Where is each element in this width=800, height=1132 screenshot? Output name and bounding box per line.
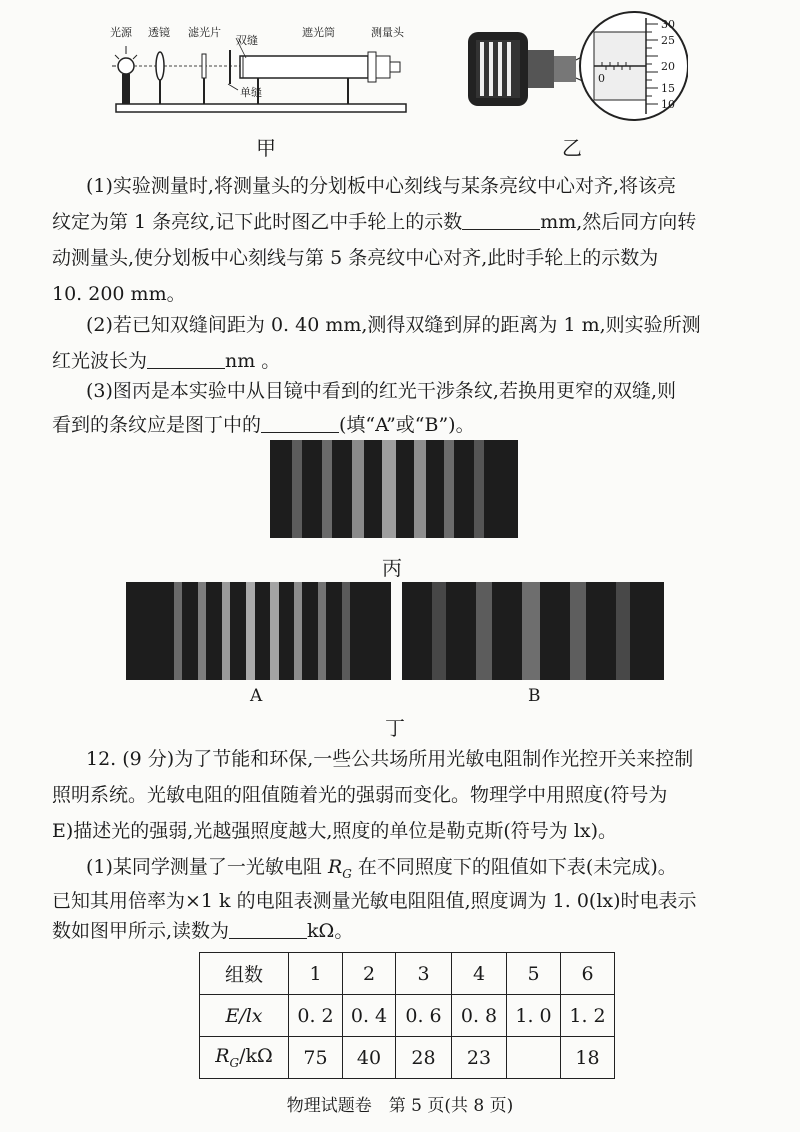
q1-line4: 10. 200 mm。 [52,283,186,305]
label-filter: 滤光片 [188,26,221,39]
table-header: 3 [396,953,452,995]
apparatus-figure [108,18,418,118]
fringe-bright [322,440,332,538]
micrometer-zero-label: 0 [598,72,605,85]
fringe-photo-bing [270,440,518,538]
fringe-bright [270,582,279,680]
label-lens: 透镜 [148,26,170,39]
q3-answer-blank[interactable] [261,414,339,433]
fringe-bright [382,440,396,538]
table-cell[interactable] [507,1037,561,1079]
r-symbol: R [327,856,343,878]
q2-line1: (2)若已知双缝间距为 0. 40 mm,测得双缝到屏的距离为 1 m,则实验所测 [86,314,701,336]
fringe-bright [474,440,484,538]
fringe-bright [414,440,426,538]
caption-bing: 丙 [382,556,402,580]
q3-line2-text-a: 看到的条纹应是图丁中的 [52,414,262,436]
r-subscript: G [342,866,352,881]
table-cell: 23 [452,1037,507,1079]
q3-line2-text-b: (填“A”或“B”)。 [339,414,475,436]
table-cell: 0. 8 [452,995,507,1037]
label-single-slit: 单缝 [240,86,262,99]
fringe-bright [570,582,586,680]
fringe-bright [198,582,206,680]
fringe-photo-a [126,582,391,680]
fringe-bright [294,582,302,680]
fringe-bright [246,582,255,680]
table-header: 组数 [200,953,289,995]
micrometer-number-15: 15 [661,82,675,95]
q3-line1: (3)图丙是本实验中从目镜中看到的红光干涉条纹,若换用更窄的双缝,则 [86,380,676,402]
q2-line2-text-b: nm 。 [225,350,281,372]
table-cell: 28 [396,1037,452,1079]
fringe-bright [522,582,540,680]
resistance-table [199,952,615,1079]
q1-line2 [52,207,696,234]
q1-line2-text-a: 纹定为第 1 条亮纹,记下此时图乙中手轮上的示数 [52,211,463,233]
label-b: B [528,686,541,706]
q12-1-line1 [86,852,677,881]
q3-line2 [52,410,475,437]
table-cell-label: E/lx [200,995,289,1037]
micrometer-number-20: 20 [661,60,675,73]
micrometer-diagram [462,10,688,122]
micrometer-number-30: 30 [661,18,675,31]
table-cell: 1. 2 [561,995,615,1037]
table-row-illuminance [200,995,615,1037]
q1-line2-text-b: mm,然后同方向转 [540,211,697,233]
q2-answer-blank[interactable] [147,350,225,369]
table-header: 1 [289,953,343,995]
fringe-bright [292,440,302,538]
q2-line2-text-a: 红光波长为 [52,350,148,372]
fringe-bright [342,582,350,680]
table-header: 6 [561,953,615,995]
q12-1-line3-text-a: 数如图甲所示,读数为 [52,920,230,942]
label-light-source: 光源 [110,26,132,39]
q2-line2 [52,346,280,373]
fringe-bright [616,582,630,680]
table-cell: 75 [289,1037,343,1079]
micrometer-number-10: 10 [661,98,675,111]
q12-1-line2: 已知其用倍率为×1 k 的电阻表测量光敏电阻阻值,照度调为 1. 0(lx)时电表示 [52,890,697,912]
table-cell: 0. 4 [343,995,396,1037]
q12-answer-blank[interactable] [229,920,307,939]
caption-jia: 甲 [256,136,276,160]
q12-line1: 12. (9 分)为了节能和环保,一些公共场所用光敏电阻制作光控开关来控制 [86,748,694,770]
table-cell: 1. 0 [507,995,561,1037]
fringe-bright [222,582,230,680]
fringe-bright [174,582,182,680]
label-a: A [250,686,263,706]
fringe-bright [476,582,492,680]
table-row-header [200,953,615,995]
q12-1-line1-text-a: (1)某同学测量了一光敏电阻 [86,856,328,878]
q12-1-line1-text-b: 在不同照度下的阻值如下表(未完成)。 [351,856,677,878]
table-cell: 18 [561,1037,615,1079]
table-cell-label: $R_G/k\Omega$ [200,1037,289,1079]
q1-line3: 动测量头,使分划板中心刻线与第 5 条亮纹中心对齐,此时手轮上的示数为 [52,247,659,269]
table-cell: 0. 6 [396,995,452,1037]
table-header: 2 [343,953,396,995]
table-header: 4 [452,953,507,995]
label-double-slit: 双缝 [236,34,258,47]
caption-yi: 乙 [562,136,582,160]
q12-1-line3-text-b: kΩ。 [307,920,354,942]
table-cell: 40 [343,1037,396,1079]
q12-line3: E)描述光的强弱,光越强照度越大,照度的单位是勒克斯(符号为 lx)。 [52,820,618,842]
q12-1-line3 [52,916,353,943]
table-row-resistance [200,1037,615,1079]
fringe-bright [444,440,454,538]
micrometer-number-25: 25 [661,34,675,47]
fringe-bright [318,582,326,680]
q1-line1: (1)实验测量时,将测量头的分划板中心刻线与某条亮纹中心对齐,将该亮 [86,175,676,197]
fringe-photo-b [402,582,664,680]
fringe-bright [352,440,364,538]
table-header: 5 [507,953,561,995]
q12-line2: 照明系统。光敏电阻的阻值随着光的强弱而变化。物理学中用照度(符号为 [52,784,668,806]
table-cell: 0. 2 [289,995,343,1037]
fringe-bright [432,582,446,680]
label-measuring-head: 测量头 [371,26,404,39]
page-footer: 物理试题卷 第 5 页(共 8 页) [286,1096,514,1116]
caption-ding: 丁 [385,716,405,740]
label-tube: 遮光筒 [302,26,335,39]
q1-answer-blank[interactable] [462,211,540,230]
micrometer-figure [462,10,688,122]
